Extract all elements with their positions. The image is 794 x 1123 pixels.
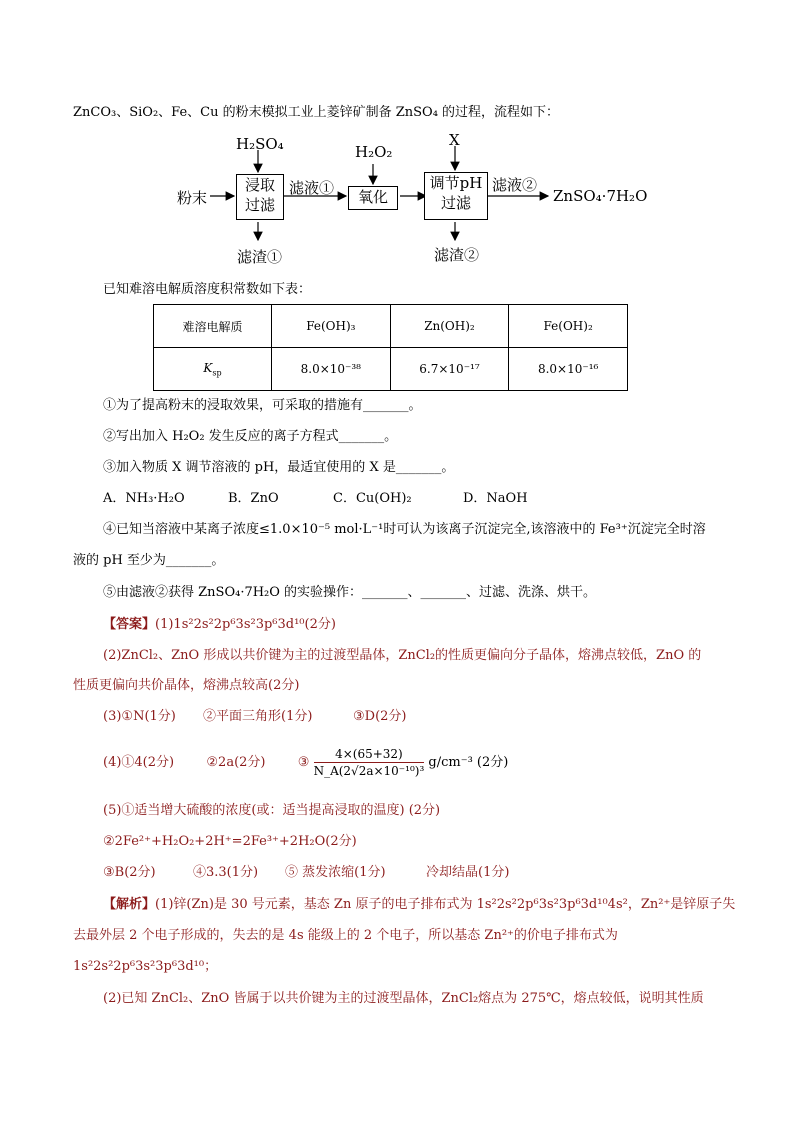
question-4-line1: ④已知当溶液中某离子浓度≤1.0×10⁻⁵ mol·L⁻¹时可认为该离子沉淀完全,该溶液中的 Fe³⁺沉淀完全时溶 <box>103 522 706 537</box>
answer-5-3a: ③B(2分) <box>103 865 156 880</box>
answer-3a: (3)①N(1分) <box>103 709 176 724</box>
flow-filtrate1: 滤液① <box>289 179 335 197</box>
answer-3c: ③D(2分) <box>353 709 407 724</box>
flow-box-adjust-line2: 过滤 <box>440 194 471 212</box>
ksp-symbol: K <box>203 360 213 375</box>
flow-box-oxidize: 氧化 <box>348 186 398 210</box>
question-4-line2: 液的 pH 至少为_______。 <box>73 553 225 568</box>
answer-5-3c: ⑤ 蒸发浓缩(1分) <box>285 865 386 880</box>
flow-box-leach-line2: 过滤 <box>244 196 275 214</box>
question-2: ②写出加入 H₂O₂ 发生反应的离子方程式_______。 <box>103 429 398 444</box>
option-a: A．NH₃·H₂O <box>103 491 185 506</box>
flow-reagent-h2o2: H₂O₂ <box>355 143 393 161</box>
answer-5-1: (5)①适当增大硫酸的浓度(或：适当提高浸取的温度) (2分) <box>103 803 441 818</box>
flow-residue2: 滤渣② <box>434 246 480 264</box>
flow-box-leach-line1: 浸取 <box>244 176 275 194</box>
option-b: B．ZnO <box>228 491 279 506</box>
flow-residue1: 滤渣① <box>237 248 283 266</box>
answer-4 <box>103 746 508 779</box>
answer-2-line1: (2)ZnCl₂、ZnO 形成以共价键为主的过渡型晶体，ZnCl₂的性质更偏向分子晶体，熔沸点较低，ZnO 的 <box>103 648 702 663</box>
table-header-cell: Fe(OH)₂ <box>509 305 628 348</box>
flow-product: ZnSO₄·7H₂O <box>553 187 648 205</box>
table-header-row <box>154 305 628 348</box>
ksp-table <box>153 304 628 391</box>
analysis-line2: 去最外层 2 个电子形成的，失去的是 4s 能级上的 2 个电子，所以基态 Zn²⁺的价电子排布式为 <box>73 928 618 943</box>
analysis-line1 <box>103 896 735 914</box>
analysis-line4: (2)已知 ZnCl₂、ZnO 皆属于以共价键为主的过渡型晶体，ZnCl₂熔点为 275℃，熔点较低，说明其性质 <box>103 991 704 1006</box>
fraction-denominator: N_A(2√2a×10⁻¹⁰)³ <box>313 764 425 778</box>
table-cell: 6.7×10⁻¹⁷ <box>390 348 509 391</box>
analysis-line3: 1s²2s²2p⁶3s²3p⁶3d¹⁰； <box>73 959 218 974</box>
table-header-cell: 难溶电解质 <box>154 305 272 348</box>
answer-4-unit: g/cm⁻³ (2分) <box>428 755 509 770</box>
answer-tag: 【答案】 <box>103 617 156 632</box>
answer-3b: ②平面三角形(1分) <box>203 709 313 724</box>
answer-5-3d: 冷却结晶(1分) <box>426 865 510 880</box>
flow-input: 粉末 <box>177 189 208 207</box>
density-fraction <box>314 746 425 779</box>
question-3: ③加入物质 X 调节溶液的 pH，最适宜使用的 X 是_______。 <box>103 460 455 475</box>
intro-text: ZnCO₃、SiO₂、Fe、Cu 的粉末模拟工业上菱锌矿制备 ZnSO₄ 的过程，流程如下： <box>73 105 560 120</box>
flow-reagent-h2so4: H₂SO₄ <box>236 135 284 153</box>
table-row-label <box>154 348 272 391</box>
flow-filtrate2: 滤液② <box>492 176 538 194</box>
flow-box-adjust-line1: 调节pH <box>429 174 483 192</box>
table-header-cell: Zn(OH)₂ <box>390 305 509 348</box>
ksp-sub: sp <box>212 368 222 378</box>
answer-4c: ③ <box>297 755 310 770</box>
flow-box-adjust-ph <box>424 172 488 220</box>
table-header-cell: Fe(OH)₃ <box>271 305 390 348</box>
flow-reagent-x: X <box>449 131 460 149</box>
table-cell: 8.0×10⁻¹⁶ <box>509 348 628 391</box>
answer-5-2: ②2Fe²⁺+H₂O₂+2H⁺=2Fe³⁺+2H₂O(2分) <box>103 834 357 849</box>
answer-5-3b: ④3.3(1分) <box>193 865 259 880</box>
known-text: 已知难溶电解质溶度积常数如下表： <box>103 282 312 297</box>
answer-4b: ②2a(2分) <box>206 755 266 770</box>
analysis-tag: 【解析】 <box>103 897 156 912</box>
table-row <box>154 348 628 391</box>
question-5: ⑤由滤液②获得 ZnSO₄·7H₂O 的实验操作：_______、_______、过滤、洗涤、烘干。 <box>103 585 597 600</box>
table-cell: 8.0×10⁻³⁸ <box>271 348 390 391</box>
analysis-text-1: (1)锌(Zn)是 30 号元素，基态 Zn 原子的电子排布式为 1s²2s²2p⁶3s²3p⁶3d¹⁰4s²，Zn²⁺是锌原子失 <box>155 897 736 912</box>
option-d: D．NaOH <box>463 491 528 506</box>
option-c: C．Cu(OH)₂ <box>333 491 412 506</box>
flow-box-leach <box>236 174 284 220</box>
answer-4a: (4)①4(2分) <box>103 755 175 770</box>
question-1: ①为了提高粉末的浸取效果，可采取的措施有_______。 <box>103 398 422 413</box>
answer-1: (1)1s²2s²2p⁶3s²3p⁶3d¹⁰(2分) <box>155 617 336 632</box>
answer-block-1 <box>103 616 336 634</box>
fraction-numerator: 4×(65+32) <box>314 746 425 763</box>
answer-2-line2: 性质更偏向共价晶体，熔沸点较高(2分) <box>73 678 300 693</box>
